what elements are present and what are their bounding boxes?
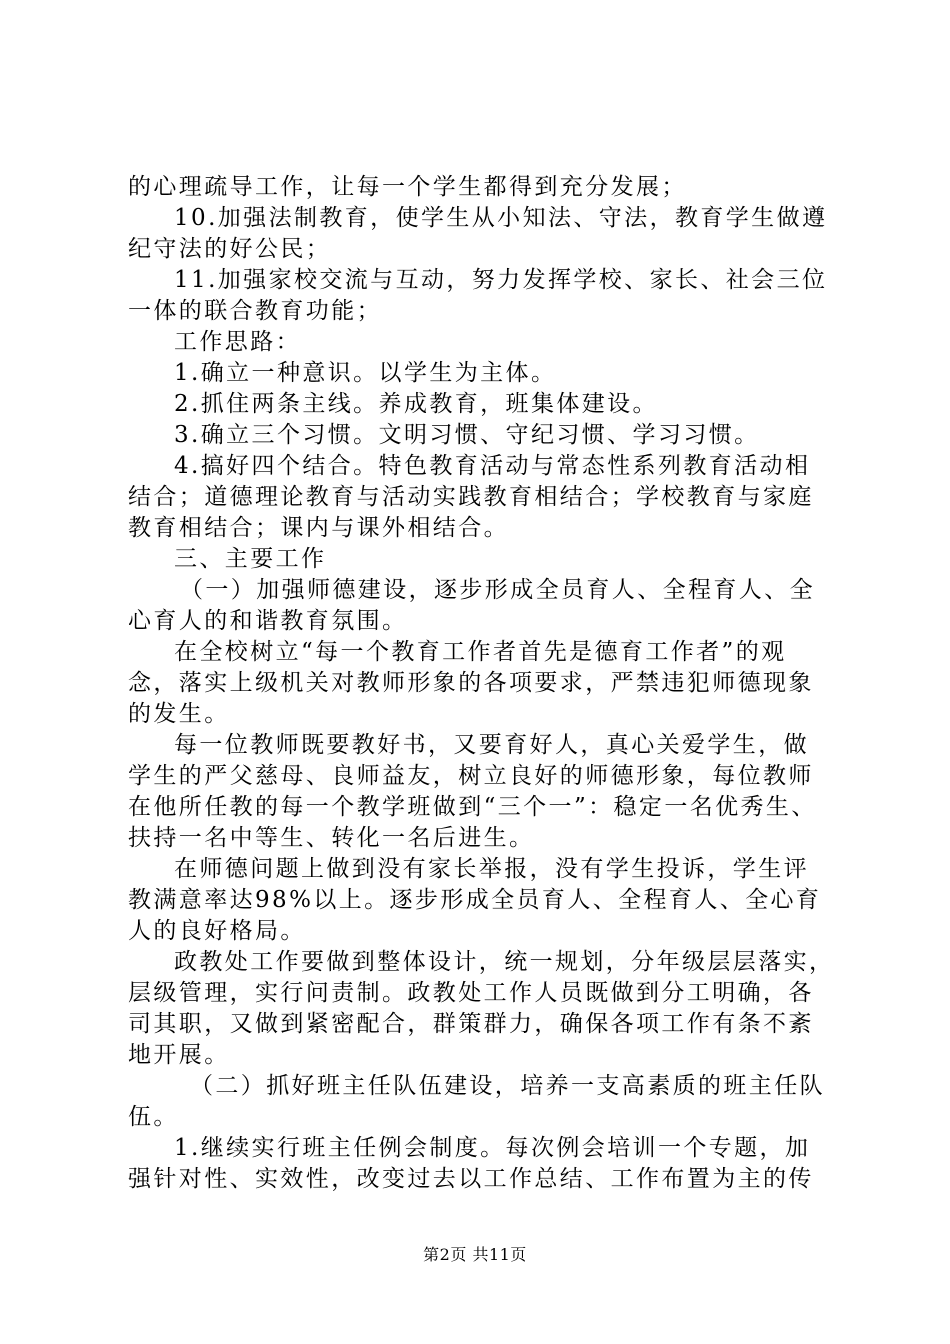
text-line: 一体的联合教育功能； xyxy=(128,298,382,324)
text-line: 1.确立一种意识。以学生为主体。 xyxy=(174,360,557,386)
text-line: 在全校树立“每一个教育工作者首先是德育工作者”的观 xyxy=(174,639,787,665)
text-line: 人的良好格局。 xyxy=(128,918,306,944)
text-line: 司其职，又做到紧密配合，群策群力，确保各项工作有条不紊 xyxy=(128,1011,814,1037)
text-line: 念，落实上级机关对教师形象的各项要求，严禁违犯师德现象 xyxy=(128,670,814,696)
text-line: 层级管理，实行问责制。政教处工作人员既做到分工明确，各 xyxy=(128,980,814,1006)
document-body xyxy=(128,172,835,1195)
subsection-heading: （二）抓好班主任队伍建设，培养一支高素质的班主任队 xyxy=(190,1073,825,1099)
text-line: 教育相结合；课内与课外相结合。 xyxy=(128,515,509,541)
section-heading: 三、主要工作 xyxy=(174,546,327,572)
text-line: 11.加强家校交流与互动，努力发挥学校、家长、社会三位 xyxy=(174,267,828,293)
text-line: 2.抓住两条主线。养成教育，班集体建设。 xyxy=(174,391,658,417)
section-label: 工作思路： xyxy=(174,329,301,355)
text-line: 在师德问题上做到没有家长举报，没有学生投诉，学生评 xyxy=(174,856,809,882)
text-line: 伍。 xyxy=(128,1104,179,1130)
subsection-heading: （一）加强师德建设，逐步形成全员育人、全程育人、全 xyxy=(180,577,815,603)
text-line: 的发生。 xyxy=(128,701,230,727)
text-line: 10.加强法制教育，使学生从小知法、守法，教育学生做遵 xyxy=(174,205,828,231)
text-line: 纪守法的好公民； xyxy=(128,236,332,262)
text-line: 学生的严父慈母、良师益友，树立良好的师德形象，每位教师 xyxy=(128,763,814,789)
text-line: 心育人的和谐教育氛围。 xyxy=(128,608,408,634)
text-line: 1.继续实行班主任例会制度。每次例会培训一个专题，加 xyxy=(174,1135,811,1161)
text-line: 3.确立三个习惯。文明习惯、守纪习惯、学习习惯。 xyxy=(174,422,760,448)
text-line: 4.搞好四个结合。特色教育活动与常态性系列教育活动相 xyxy=(174,453,811,479)
text-line: 结合；道德理论教育与活动实践教育相结合；学校教育与家庭 xyxy=(128,484,814,510)
text-line: 地开展。 xyxy=(128,1042,230,1068)
page-number-footer: 第2页 共11页 xyxy=(423,1245,527,1264)
text-line: 的心理疏导工作，让每一个学生都得到充分发展； xyxy=(128,174,687,200)
text-line: 在他所任教的每一个教学班做到“三个一”：稳定一名优秀生、 xyxy=(128,794,817,820)
text-line: 政教处工作要做到整体设计，统一规划，分年级层层落实， xyxy=(174,949,835,975)
text-line: 扶持一名中等生、转化一名后进生。 xyxy=(128,825,535,851)
text-line: 教满意率达98%以上。逐步形成全员育人、全程育人、全心育 xyxy=(128,887,822,913)
text-line: 每一位教师既要教好书，又要育好人，真心关爱学生，做 xyxy=(174,732,809,758)
text-line: 强针对性、实效性，改变过去以工作总结、工作布置为主的传 xyxy=(128,1166,814,1192)
